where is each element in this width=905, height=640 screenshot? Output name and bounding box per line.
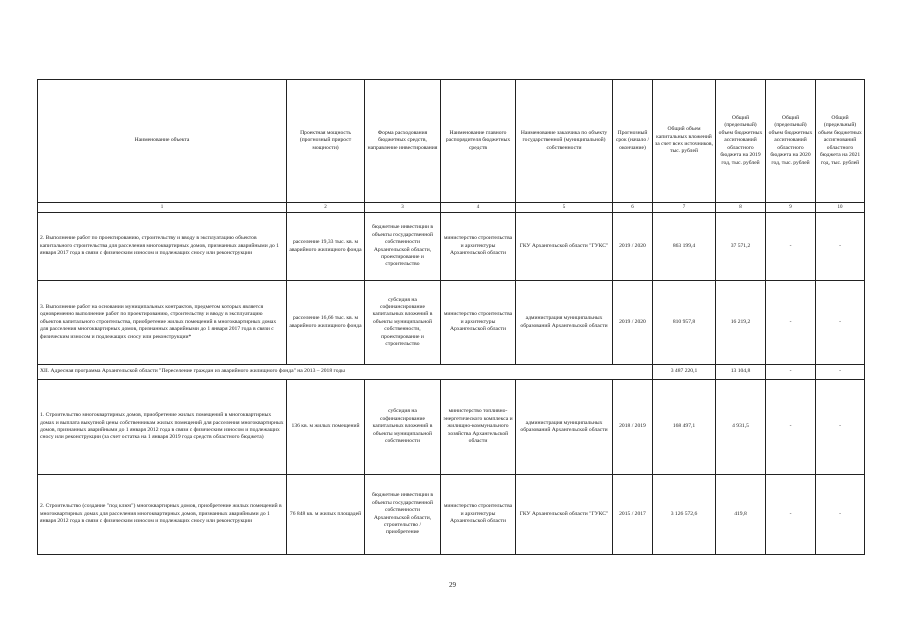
column-number: 7 — [653, 203, 716, 213]
section-budget-2021-cell: - — [816, 365, 865, 380]
term-cell: 2018 / 2019 — [613, 380, 653, 475]
header-total-investment: Общий объем капитальных вложений за счет всех источников, тыс. рублей — [653, 80, 716, 203]
header-customer: Наименование заказчика по объекту государственной (муниципальной) собственности — [516, 80, 613, 203]
column-number: 5 — [516, 203, 613, 213]
object-name-cell: 2. Выполнение работ по проектированию, строительству и вводу в эксплуатацию объектов капитального строительства для расселения многоквартирных домов, признанных аварийными до 1 января 2017 года в связи с физическим износом и подлежащих сносу или реконструкции — [38, 213, 287, 281]
header-capacity: Проектная мощность (прогнозный прирост мощности) — [287, 80, 365, 203]
spending-form-cell: бюджетные инвестиции в объекты государственной собственности Архангельской области, строительство / приобретение — [365, 475, 441, 555]
column-number: 2 — [287, 203, 365, 213]
customer-cell: администрация муниципальных образований Архангельской области — [516, 281, 613, 365]
budget-2020-cell: - — [766, 380, 816, 475]
column-number: 1 — [38, 203, 287, 213]
section-row — [38, 365, 865, 380]
column-number: 6 — [613, 203, 653, 213]
header-term: Прогнозный срок (начало / окончание) — [613, 80, 653, 203]
section-budget-2020-cell: - — [766, 365, 816, 380]
table-row — [38, 475, 865, 555]
object-name-cell: 3. Выполнение работ на основании муниципальных контрактов, предметом которых является одновременно выполнение работ по проектированию, строительству и вводу в эксплуатацию объектов капитального строительства, приобретение жилых помещений в многоквартирных домах для расселения многоквартирных домов, признанных аварийными до 1 января 2017 года в связи с физическим износом и подлежащих сносу или реконструкции* — [38, 281, 287, 365]
column-number-row — [38, 203, 865, 213]
table-row — [38, 380, 865, 475]
spending-form-cell: субсидия на софинансирование капитальных вложений в объекты муниципальной собственности — [365, 380, 441, 475]
budget-2019-cell: 16 219,2 — [716, 281, 766, 365]
total-investment-cell: 3 126 572,6 — [653, 475, 716, 555]
customer-cell: ГКУ Архангельской области "ГУКС" — [516, 213, 613, 281]
term-cell: 2015 / 2017 — [613, 475, 653, 555]
object-name-cell: 2. Строительство (создание "под ключ") многоквартирных домов, приобретение жилых помещений в многоквартирных домах для расселения многоквартирных домов, признанных аварийными до 1 января 2012 года в связи с физическим износом и подлежащих сносу или реконструкции — [38, 475, 287, 555]
budget-2021-cell: - — [816, 213, 865, 281]
total-investment-cell: 863 199,4 — [653, 213, 716, 281]
header-budget-2019: Общий (предельный) объем бюджетных ассигнований областного бюджета на 2019 год, тыс. рублей — [716, 80, 766, 203]
section-budget-2019-cell: 13 104,8 — [716, 365, 766, 380]
header-budget-2021: Общий (предельный) объем бюджетных ассигнований областного бюджета на 2021 год, тыс. рублей — [816, 80, 865, 203]
column-number: 10 — [816, 203, 865, 213]
total-investment-cell: 168 497,1 — [653, 380, 716, 475]
budget-2019-cell: 419,8 — [716, 475, 766, 555]
column-number: 3 — [365, 203, 441, 213]
budget-manager-cell: министерство строительства и архитектуры Архангельской области — [441, 213, 516, 281]
term-cell: 2019 / 2020 — [613, 281, 653, 365]
budget-manager-cell: министерство топливно-энергетического комплекса и жилищно-коммунального хозяйства Архангельской области — [441, 380, 516, 475]
header-spending-form: Форма расходования бюджетных средств, направление инвестирования — [365, 80, 441, 203]
budget-manager-cell: министерство строительства и архитектуры Архангельской области — [441, 475, 516, 555]
spending-form-cell: субсидия на софинансирование капитальных вложений в объекты муниципальной собственности, проектирование и строительство — [365, 281, 441, 365]
customer-cell: администрация муниципальных образований Архангельской области — [516, 380, 613, 475]
capacity-cell: расселение 19,33 тыс. кв. м аварийного жилищного фонда — [287, 213, 365, 281]
capacity-cell: расселение 16,66 тыс. кв. м аварийного жилищного фонда — [287, 281, 365, 365]
budget-2020-cell: - — [766, 475, 816, 555]
object-name-cell: 1. Строительство многоквартирных домов, приобретение жилых помещений в многоквартирных домах и выплата выкупной цены собственникам жилых помещений для расселения многоквартирных домов, признанных аварийными до 1 января 2012 года в связи с физическим износом и подлежащих сносу или реконструкции (за счет остатка на 1 января 2019 года средств областного бюджета) — [38, 380, 287, 475]
section-total-cell: 3 487 220,1 — [653, 365, 716, 380]
table-row — [38, 281, 865, 365]
header-row — [38, 80, 865, 203]
capacity-cell: 136 кв. м жилых помещений — [287, 380, 365, 475]
column-number: 4 — [441, 203, 516, 213]
budget-2021-cell: - — [816, 281, 865, 365]
budget-2019-cell: 4 931,5 — [716, 380, 766, 475]
page-number: 29 — [449, 581, 456, 589]
header-budget-manager: Наименование главного распорядителя бюджетных средств — [441, 80, 516, 203]
budget-2021-cell: - — [816, 475, 865, 555]
customer-cell: ГКУ Архангельской области "ГУКС" — [516, 475, 613, 555]
investment-table — [37, 79, 865, 555]
table-row — [38, 213, 865, 281]
header-budget-2020: Общий (предельный) объем бюджетных ассигнований областного бюджета на 2020 год, тыс. рублей — [766, 80, 816, 203]
column-number: 8 — [716, 203, 766, 213]
total-investment-cell: 810 957,8 — [653, 281, 716, 365]
budget-2019-cell: 37 571,2 — [716, 213, 766, 281]
budget-2020-cell: - — [766, 281, 816, 365]
budget-2021-cell: - — [816, 380, 865, 475]
section-title: XII. Адресная программа Архангельской области "Переселение граждан из аварийного жилищного фонда" на 2013 – 2018 годы — [38, 365, 653, 380]
column-number: 9 — [766, 203, 816, 213]
header-object-name: Наименование объекта — [38, 80, 287, 203]
budget-manager-cell: министерство строительства и архитектуры Архангельской области — [441, 281, 516, 365]
capacity-cell: 76 848 кв. м жилых площадей — [287, 475, 365, 555]
spending-form-cell: бюджетные инвестиции в объекты государственной собственности Архангельской области, проектирование и строительство — [365, 213, 441, 281]
budget-2020-cell: - — [766, 213, 816, 281]
term-cell: 2019 / 2020 — [613, 213, 653, 281]
